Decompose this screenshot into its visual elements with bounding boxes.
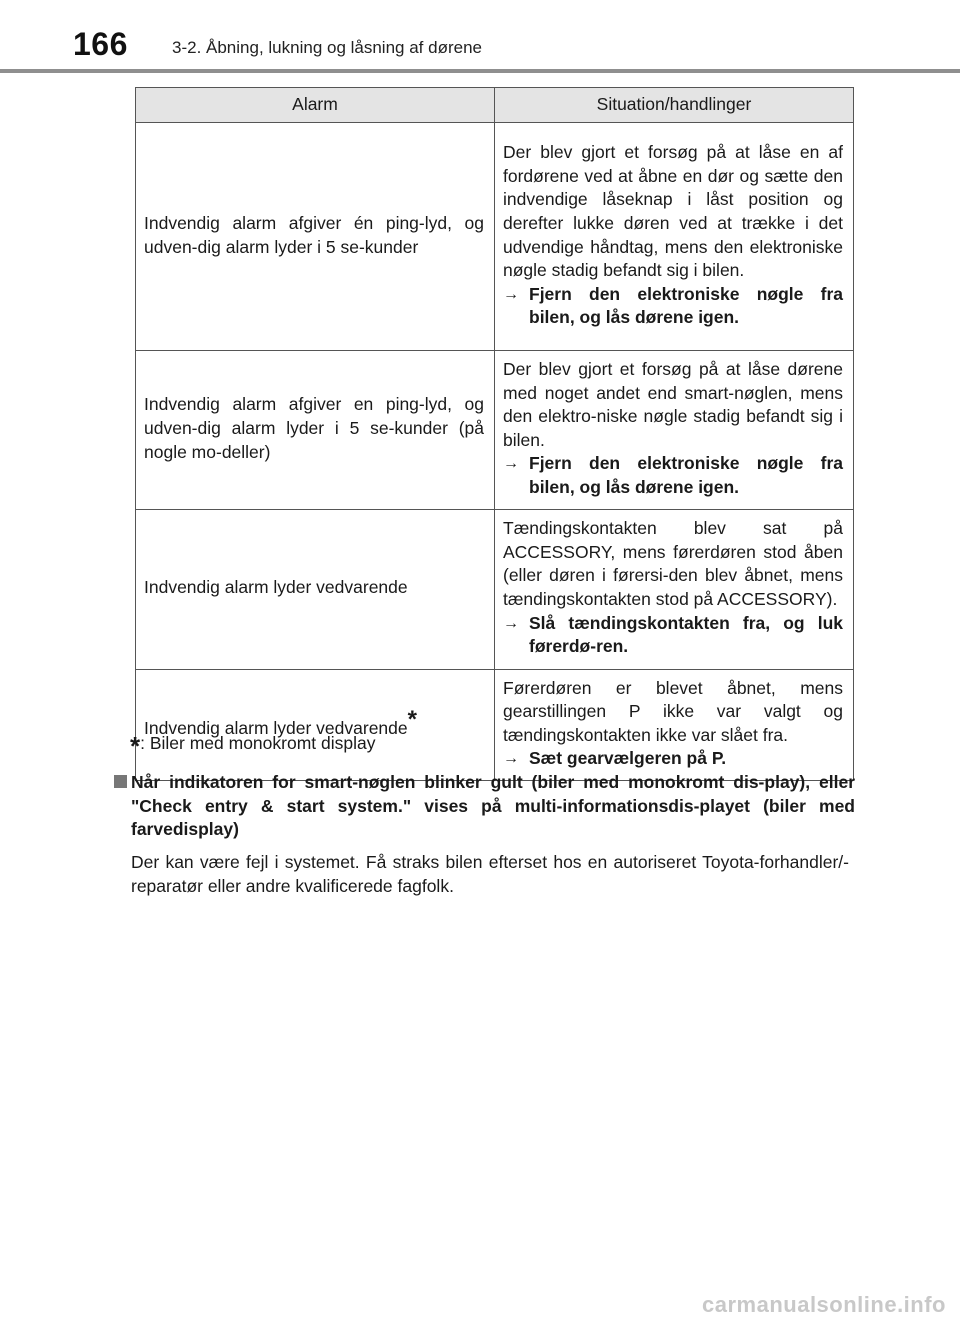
situation-text: Der blev gjort et forsøg på at låse en af fordørene ved at åbne en dør og sætte den indvendige låseknap i låst position og derefter lukke døren ved at trække i det udvendige håndtag, mens den elektroniske nøgle stadig befandt sig i bilen. xyxy=(503,142,843,281)
table-row xyxy=(136,669,854,780)
action-text: Slå tændingskontakten fra, og luk førerdø-ren. xyxy=(529,612,843,657)
alarm-cell xyxy=(136,123,495,351)
situation-cell xyxy=(495,509,854,669)
column-header-situation: Situation/handlinger xyxy=(495,88,854,123)
arrow-icon: → xyxy=(503,614,519,632)
action-text: Sæt gearvælgeren på P. xyxy=(529,748,727,769)
footnote-marker: * xyxy=(407,705,417,733)
situation-text: Der blev gjort et forsøg på at låse dørene med noget andet end smart-nøglen, mens den elektro-niske nøgle stadig befandt sig i bilen. xyxy=(503,359,843,450)
action-text: Fjern den elektroniske nøgle fra bilen, og lås dørene igen. xyxy=(529,283,843,328)
action-text: Fjern den elektroniske nøgle fra bilen, og lås dørene igen. xyxy=(529,453,843,497)
situation-text: Førerdøren er blevet åbnet, mens gearstillingen P ikke var valgt og tændingskontakten ikke var slået fra. xyxy=(503,677,843,745)
footnote-star: * xyxy=(130,731,141,761)
alarm-text: Indvendig alarm afgiver en ping-lyd, og udven-dig alarm lyder i 5 se-kunder (på nogle mo-deller) xyxy=(144,394,484,462)
alarm-cell xyxy=(136,669,495,780)
alarm-cell xyxy=(136,509,495,669)
section-heading-text: Når indikatoren for smart-nøglen blinker gult (biler med monokromt dis-play), eller "Check entry & start system." vises på multi-informationsdis-playet (biler med farvedisplay) xyxy=(131,772,855,840)
table-row xyxy=(136,351,854,510)
column-header-alarm: Alarm xyxy=(136,88,495,123)
section-title: 3-2. Åbning, lukning og låsning af dørene xyxy=(172,38,482,57)
watermark: carmanualsonline.info xyxy=(702,1292,946,1317)
table-row xyxy=(136,123,854,351)
square-bullet-icon xyxy=(114,775,127,788)
footnote xyxy=(130,731,376,762)
action-line xyxy=(503,452,843,499)
table-row xyxy=(136,509,854,669)
alarm-text: Indvendig alarm lyder vedvarende xyxy=(144,577,408,598)
section-heading xyxy=(114,771,855,842)
situation-text: Tændingskontakten blev sat på ACCESSORY, mens førerdøren stod åben (eller døren i førersi-den blev åbnet, mens tændingskontakten stod på ACCESSORY). xyxy=(503,518,843,610)
page-header xyxy=(0,0,960,74)
arrow-icon: → xyxy=(503,750,519,768)
alarm-text: Indvendig alarm afgiver én ping-lyd, og udven-dig alarm lyder i 5 se-kunder xyxy=(144,212,484,257)
alarm-text: Indvendig alarm lyder vedvarende xyxy=(144,717,408,738)
arrow-icon: → xyxy=(503,285,519,303)
page-number: 166 xyxy=(73,26,128,62)
section-body: Der kan være fejl i systemet. Få straks bilen efterset hos en autoriseret Toyota-forhandler/-reparatør eller andre kvalificerede fagfolk. xyxy=(131,852,849,896)
situation-cell xyxy=(495,669,854,780)
situation-cell xyxy=(495,123,854,351)
alarm-table xyxy=(135,87,854,781)
action-line xyxy=(503,283,843,330)
action-line xyxy=(503,747,843,771)
arrow-icon: → xyxy=(503,455,519,473)
footnote-text: : Biler med monokromt display xyxy=(140,733,376,753)
alarm-cell xyxy=(136,351,495,510)
action-line xyxy=(503,612,843,659)
header-divider xyxy=(0,69,960,73)
situation-cell xyxy=(495,351,854,510)
table-header-row xyxy=(136,88,854,123)
